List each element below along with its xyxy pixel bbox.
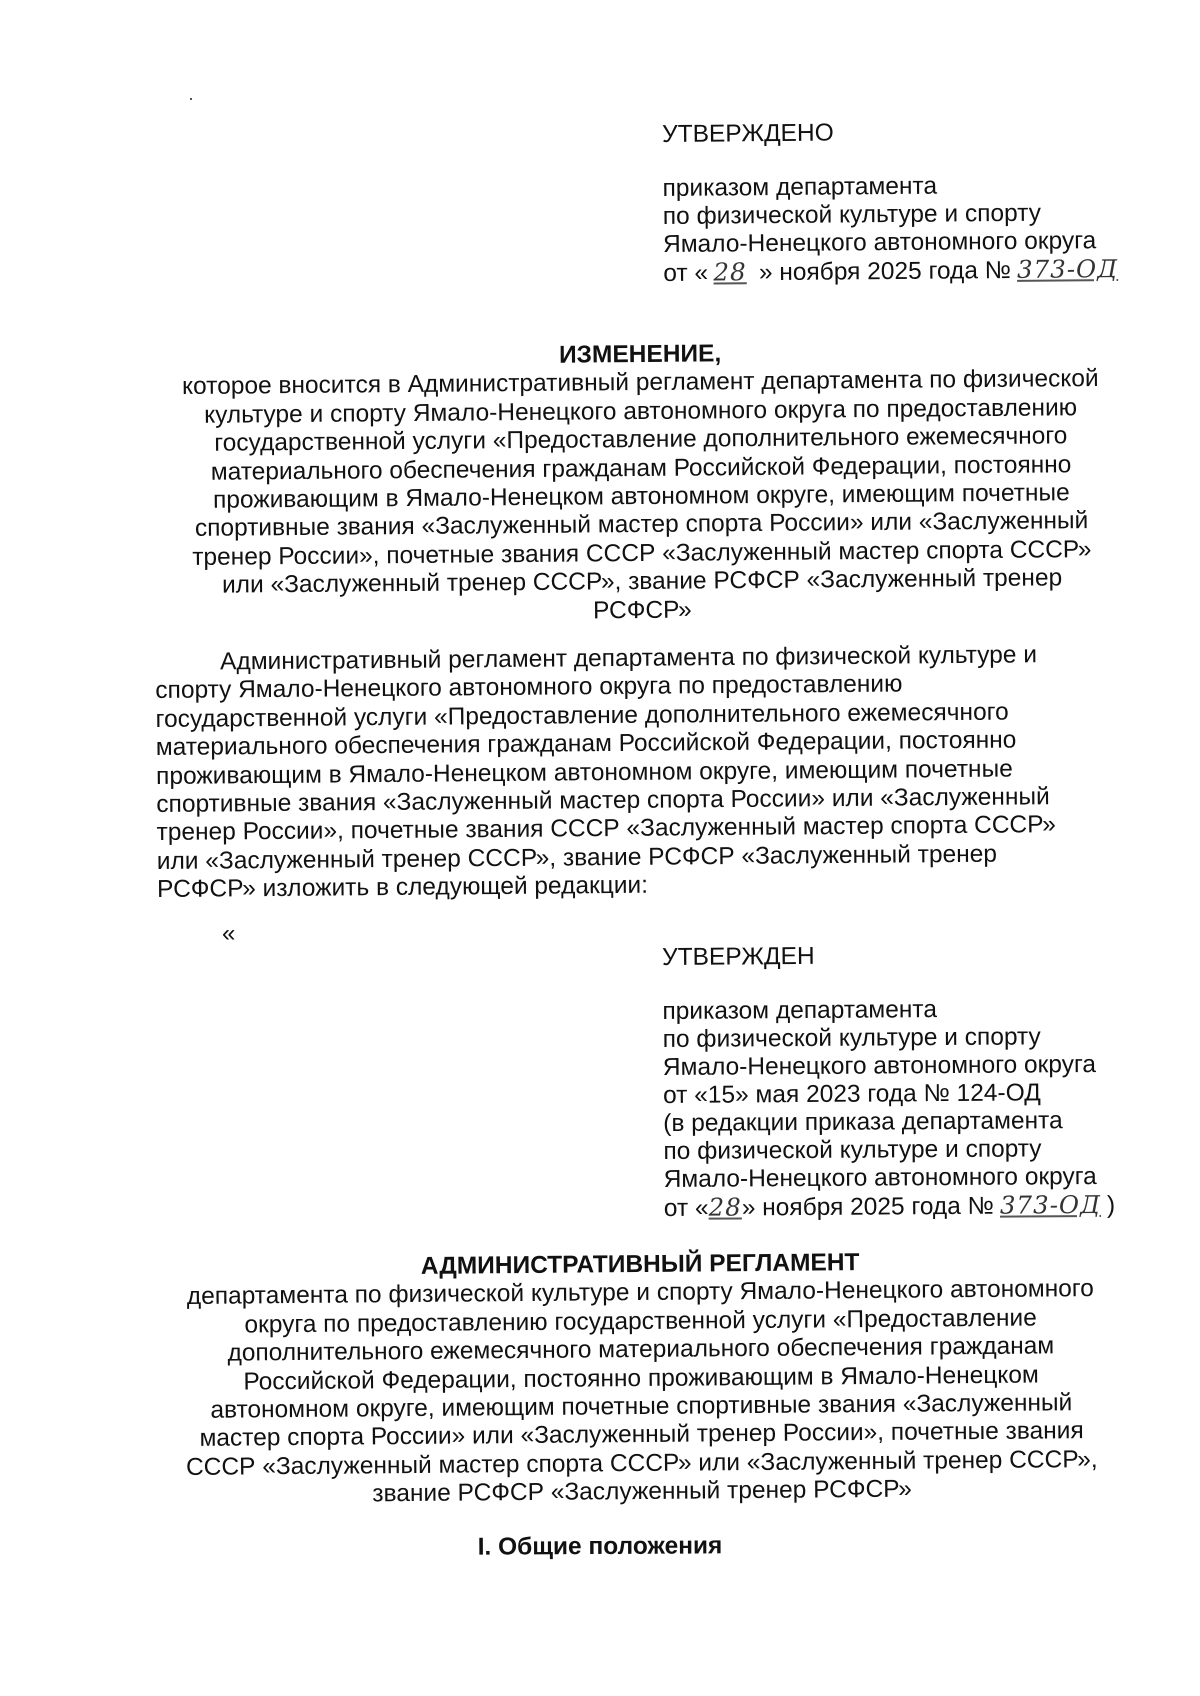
change-line: культуре и спорту Ямало-Ненецкого автономного округа по предоставлению bbox=[204, 394, 1078, 429]
regulation-line: округа по предоставлению государственной услуги «Предоставление bbox=[244, 1304, 1037, 1339]
approval-line: по физической культуре и спорту bbox=[663, 1135, 1042, 1165]
regulation-line: дополнительного ежемесячного материального обеспечения гражданам bbox=[227, 1332, 1055, 1367]
regulation-title-block bbox=[150, 1247, 1132, 1511]
body-paragraph bbox=[155, 641, 1117, 905]
body-line: спортивные звания «Заслуженный мастер спорта России» или «Заслуженный bbox=[156, 783, 1050, 819]
approval-line: Ямало-Ненецкого автономного округа bbox=[662, 227, 1097, 258]
approval-line: приказом департамента bbox=[662, 996, 938, 1025]
body-line: спорту Ямало-Ненецкого автономного округа по предоставлению bbox=[155, 670, 903, 705]
approval-line: от «15» мая 2023 года № 124-ОД bbox=[662, 1079, 1041, 1109]
regulation-line: автономном округе, имеющим почетные спортивные звания «Заслуженный bbox=[210, 1389, 1073, 1424]
regulation-heading: АДМИНИСТРАТИВНЫЙ РЕГЛАМЕНТ bbox=[420, 1249, 860, 1280]
approval-block-top bbox=[662, 117, 1143, 288]
body-line: тренер России», почетные звания СССР «Заслуженный мастер спорта СССР» bbox=[156, 811, 1056, 847]
regulation-line: департамента по физической культуре и спорту Ямало-Ненецкого автономного bbox=[186, 1275, 1094, 1311]
handwritten-order-number: 373-ОД bbox=[1016, 254, 1119, 284]
body-line: Административный регламент департамента по физической культуре и bbox=[219, 641, 1038, 676]
change-line: РСФСР» bbox=[592, 596, 692, 625]
change-line: материального обеспечения гражданам Российской Федерации, постоянно bbox=[210, 450, 1072, 486]
regulation-line: Российской Федерации, постоянно проживающим в Ямало-Ненецком bbox=[243, 1361, 1039, 1396]
handwritten-day: 28 bbox=[708, 1192, 742, 1222]
approval-label: УТВЕРЖДЕН bbox=[662, 942, 815, 971]
regulation-line: СССР «Заслуженный мастер спорта СССР» или «Заслуженный тренер СССР», bbox=[185, 1445, 1098, 1481]
regulation-line: звание РСФСР «Заслуженный тренер РСФСР» bbox=[372, 1475, 912, 1508]
approval-label: УТВЕРЖДЕНО bbox=[662, 119, 834, 148]
date-prefix: от « bbox=[663, 259, 709, 287]
approval-line: (в редакции приказа департамента bbox=[663, 1107, 1063, 1137]
handwritten-order-number: 373-ОД bbox=[999, 1189, 1102, 1220]
date-suffix: ) bbox=[1106, 1191, 1116, 1219]
change-line: государственной услуги «Предоставление дополнительного ежемесячного bbox=[214, 422, 1068, 457]
change-heading: ИЗМЕНЕНИЕ, bbox=[558, 340, 722, 369]
approval-line: по физической культуре и спорту bbox=[662, 1023, 1041, 1053]
approval-line: Ямало-Ненецкого автономного округа bbox=[663, 1162, 1097, 1193]
approval-date-line bbox=[664, 1191, 1144, 1223]
date-prefix: от « bbox=[663, 1194, 709, 1222]
approval-line: приказом департамента bbox=[662, 172, 938, 202]
date-middle: » ноября 2025 года № bbox=[751, 256, 1012, 287]
body-line: или «Заслуженный тренер СССР», звание РСФСР «Заслуженный тренер bbox=[156, 840, 998, 875]
section-heading: I. Общие положения bbox=[477, 1532, 723, 1561]
handwritten-day: 28 bbox=[713, 257, 747, 287]
body-line: государственной услуги «Предоставление дополнительного ежемесячного bbox=[155, 698, 1009, 733]
date-middle: » ноября 2025 года № bbox=[741, 1192, 994, 1222]
approval-line: Ямало-Ненецкого автономного округа bbox=[662, 1050, 1097, 1081]
body-line: проживающим в Ямало-Ненецком автономном округе, имеющим почетные bbox=[155, 755, 1013, 790]
approval-block-inner bbox=[662, 941, 1144, 1223]
change-line: проживающим в Ямало-Ненецком автономном округе, имеющим почетные bbox=[212, 479, 1070, 514]
change-line: или «Заслуженный тренер СССР», звание РСФСР «Заслуженный тренер bbox=[221, 564, 1063, 599]
opening-quote: « bbox=[222, 920, 236, 947]
body-line: РСФСР» изложить в следующей редакции: bbox=[156, 871, 649, 904]
approval-date-line bbox=[663, 255, 1143, 288]
body-line: материального обеспечения гражданам Российской Федерации, постоянно bbox=[155, 726, 1017, 762]
change-line: тренер России», почетные звания СССР «Заслуженный мастер спорта СССР» bbox=[192, 535, 1092, 571]
approval-line: по физической культуре и спорту bbox=[662, 199, 1042, 230]
change-line: спортивные звания «Заслуженный мастер спорта России» или «Заслуженный bbox=[194, 507, 1089, 543]
change-line: которое вносится в Административный регламент департамента по физической bbox=[181, 365, 1099, 401]
scan-speck bbox=[190, 98, 192, 100]
regulation-line: мастер спорта России» или «Заслуженный тренер России», почетные звания bbox=[199, 1417, 1084, 1453]
change-title-block bbox=[150, 337, 1132, 630]
